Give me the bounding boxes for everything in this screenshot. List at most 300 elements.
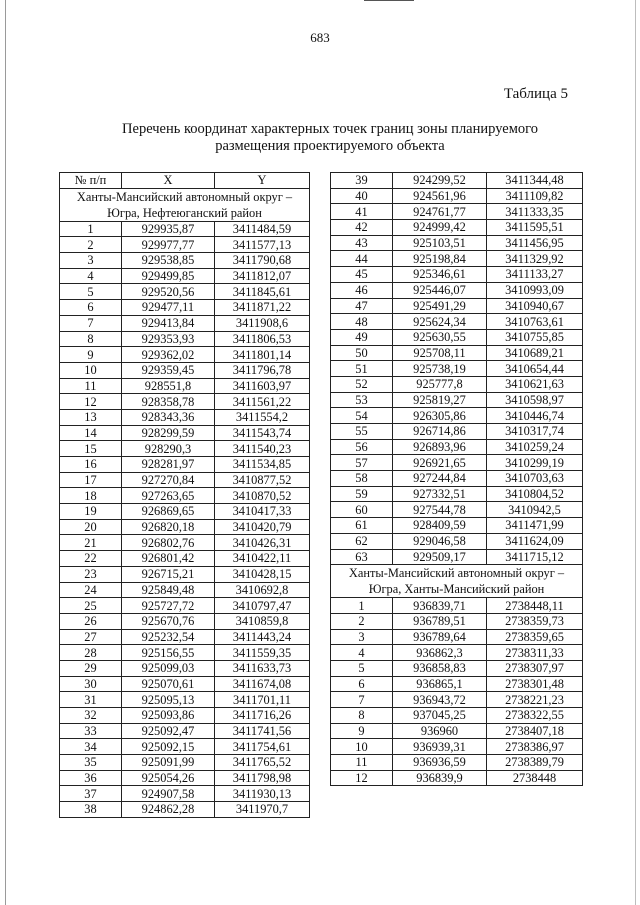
table-row bbox=[331, 424, 583, 440]
coord-y: 3410755,85 bbox=[487, 329, 583, 345]
coord-y: 3411540,23 bbox=[215, 441, 310, 457]
point-number: 41 bbox=[331, 204, 393, 220]
table-row bbox=[331, 251, 583, 267]
coord-x: 925491,29 bbox=[393, 298, 487, 314]
coord-y: 3410422,11 bbox=[215, 551, 310, 567]
coord-y: 3410299,19 bbox=[487, 455, 583, 471]
coord-y: 3410428,15 bbox=[215, 566, 310, 582]
header-x: X bbox=[122, 173, 215, 189]
point-number: 1 bbox=[60, 221, 122, 237]
point-number: 3 bbox=[331, 629, 393, 645]
point-number: 58 bbox=[331, 471, 393, 487]
point-number: 15 bbox=[60, 441, 122, 457]
coord-y: 3411790,68 bbox=[215, 253, 310, 269]
top-rule bbox=[364, 0, 414, 1]
coord-y: 3411806,53 bbox=[215, 331, 310, 347]
table-row bbox=[60, 708, 310, 724]
coord-y: 3411701,11 bbox=[215, 692, 310, 708]
header-number: № п/п bbox=[60, 173, 122, 189]
coord-x: 926893,96 bbox=[393, 439, 487, 455]
coord-x: 926802,76 bbox=[122, 535, 215, 551]
point-number: 4 bbox=[60, 268, 122, 284]
point-number: 36 bbox=[60, 770, 122, 786]
coord-y: 3410859,8 bbox=[215, 613, 310, 629]
point-number: 46 bbox=[331, 282, 393, 298]
table-label: Таблица 5 bbox=[503, 86, 568, 102]
table-row bbox=[60, 315, 310, 331]
point-number: 59 bbox=[331, 486, 393, 502]
coord-x: 925092,47 bbox=[122, 723, 215, 739]
point-number: 8 bbox=[60, 331, 122, 347]
coord-y: 3410804,52 bbox=[487, 486, 583, 502]
coord-x: 924907,58 bbox=[122, 786, 215, 802]
table-row bbox=[331, 204, 583, 220]
coord-x: 925708,11 bbox=[393, 345, 487, 361]
table-row bbox=[60, 457, 310, 473]
table-row bbox=[331, 188, 583, 204]
page-number: 683 bbox=[310, 30, 330, 45]
coord-x: 924561,96 bbox=[393, 188, 487, 204]
point-number: 3 bbox=[60, 253, 122, 269]
coord-y: 3411765,52 bbox=[215, 755, 310, 771]
coord-x: 927263,65 bbox=[122, 488, 215, 504]
table-row bbox=[331, 298, 583, 314]
coord-y: 3411561,22 bbox=[215, 394, 310, 410]
point-number: 2 bbox=[331, 613, 393, 629]
coord-y: 3411798,98 bbox=[215, 770, 310, 786]
point-number: 50 bbox=[331, 345, 393, 361]
coord-y: 3411329,92 bbox=[487, 251, 583, 267]
point-number: 57 bbox=[331, 455, 393, 471]
point-number: 60 bbox=[331, 502, 393, 518]
point-number: 9 bbox=[331, 723, 393, 739]
coord-x: 928281,97 bbox=[122, 457, 215, 473]
table-row bbox=[331, 314, 583, 330]
coord-x: 925446,07 bbox=[393, 282, 487, 298]
coord-y: 3411754,61 bbox=[215, 739, 310, 755]
coord-y: 3411133,27 bbox=[487, 267, 583, 283]
table-row bbox=[331, 676, 583, 692]
point-number: 8 bbox=[331, 708, 393, 724]
table-row bbox=[60, 692, 310, 708]
coord-x: 925346,61 bbox=[393, 267, 487, 283]
coord-x: 929477,11 bbox=[122, 300, 215, 316]
table-row bbox=[60, 566, 310, 582]
point-number: 10 bbox=[331, 739, 393, 755]
page-edge-left bbox=[5, 0, 6, 905]
point-number: 42 bbox=[331, 220, 393, 236]
point-number: 11 bbox=[331, 755, 393, 771]
point-number: 37 bbox=[60, 786, 122, 802]
coord-y: 3411716,26 bbox=[215, 708, 310, 724]
point-number: 26 bbox=[60, 613, 122, 629]
point-number: 12 bbox=[331, 770, 393, 786]
point-number: 48 bbox=[331, 314, 393, 330]
coord-y: 2738389,79 bbox=[487, 755, 583, 771]
point-number: 39 bbox=[331, 173, 393, 189]
point-number: 52 bbox=[331, 376, 393, 392]
coord-y: 3410797,47 bbox=[215, 598, 310, 614]
coord-y: 2738359,73 bbox=[487, 613, 583, 629]
table-row bbox=[60, 519, 310, 535]
point-number: 24 bbox=[60, 582, 122, 598]
coord-x: 926921,65 bbox=[393, 455, 487, 471]
table-row bbox=[60, 755, 310, 771]
coord-x: 924862,28 bbox=[122, 802, 215, 818]
coord-y: 3411871,22 bbox=[215, 300, 310, 316]
table-row bbox=[331, 598, 583, 614]
table-row bbox=[331, 471, 583, 487]
coord-x: 936936,59 bbox=[393, 755, 487, 771]
coord-x: 928343,36 bbox=[122, 409, 215, 425]
coord-x: 925777,8 bbox=[393, 376, 487, 392]
coord-x: 926714,86 bbox=[393, 424, 487, 440]
region-line-1: Ханты-Мансийский автономный округ – bbox=[348, 566, 565, 581]
coord-x: 925156,55 bbox=[122, 645, 215, 661]
coord-x: 925198,84 bbox=[393, 251, 487, 267]
table-row bbox=[60, 394, 310, 410]
coord-x: 925091,99 bbox=[122, 755, 215, 771]
coord-x: 937045,25 bbox=[393, 708, 487, 724]
coord-y: 2738301,48 bbox=[487, 676, 583, 692]
point-number: 47 bbox=[331, 298, 393, 314]
table-row bbox=[60, 441, 310, 457]
table-row bbox=[331, 220, 583, 236]
coord-y: 3411796,78 bbox=[215, 362, 310, 378]
coord-x: 929362,02 bbox=[122, 347, 215, 363]
coord-y: 2738386,97 bbox=[487, 739, 583, 755]
coord-y: 2738221,23 bbox=[487, 692, 583, 708]
coord-x: 936862,3 bbox=[393, 645, 487, 661]
table-row bbox=[331, 408, 583, 424]
coord-x: 936960 bbox=[393, 723, 487, 739]
coord-x: 926869,65 bbox=[122, 504, 215, 520]
point-number: 51 bbox=[331, 361, 393, 377]
coord-x: 936839,71 bbox=[393, 598, 487, 614]
coord-x: 925093,86 bbox=[122, 708, 215, 724]
coord-x: 929538,85 bbox=[122, 253, 215, 269]
table-row bbox=[60, 504, 310, 520]
coord-x: 924761,77 bbox=[393, 204, 487, 220]
table-row bbox=[60, 409, 310, 425]
coord-y: 3411624,09 bbox=[487, 533, 583, 549]
point-number: 31 bbox=[60, 692, 122, 708]
table-row bbox=[60, 362, 310, 378]
point-number: 7 bbox=[60, 315, 122, 331]
coord-y: 3411812,07 bbox=[215, 268, 310, 284]
header-y: Y bbox=[215, 173, 310, 189]
point-number: 5 bbox=[60, 284, 122, 300]
coord-y: 3411456,95 bbox=[487, 235, 583, 251]
coord-y: 2738448,11 bbox=[487, 598, 583, 614]
table-row bbox=[60, 676, 310, 692]
point-number: 23 bbox=[60, 566, 122, 582]
table-row bbox=[331, 692, 583, 708]
coord-x: 936858,83 bbox=[393, 660, 487, 676]
table-row bbox=[331, 486, 583, 502]
coord-y: 3411595,51 bbox=[487, 220, 583, 236]
point-number: 7 bbox=[331, 692, 393, 708]
coord-x: 927332,51 bbox=[393, 486, 487, 502]
table-row bbox=[331, 455, 583, 471]
coord-x: 929499,85 bbox=[122, 268, 215, 284]
coord-x: 936865,1 bbox=[393, 676, 487, 692]
point-number: 13 bbox=[60, 409, 122, 425]
coord-y: 3411109,82 bbox=[487, 188, 583, 204]
table-row bbox=[331, 439, 583, 455]
table-row bbox=[60, 645, 310, 661]
coord-x: 924299,52 bbox=[393, 173, 487, 189]
coord-x: 936839,9 bbox=[393, 770, 487, 786]
coord-y: 3411534,85 bbox=[215, 457, 310, 473]
coord-y: 3411443,24 bbox=[215, 629, 310, 645]
table-row bbox=[331, 533, 583, 549]
coord-y: 3411715,12 bbox=[487, 549, 583, 565]
coord-y: 3411559,35 bbox=[215, 645, 310, 661]
point-number: 10 bbox=[60, 362, 122, 378]
table-row bbox=[60, 331, 310, 347]
coord-y: 2738448 bbox=[487, 770, 583, 786]
table-row bbox=[331, 376, 583, 392]
point-number: 34 bbox=[60, 739, 122, 755]
coord-x: 929520,56 bbox=[122, 284, 215, 300]
table-row bbox=[60, 472, 310, 488]
point-number: 45 bbox=[331, 267, 393, 283]
table-row bbox=[331, 723, 583, 739]
table-row bbox=[60, 535, 310, 551]
coord-y: 3410692,8 bbox=[215, 582, 310, 598]
table-row bbox=[331, 361, 583, 377]
coord-x: 936939,31 bbox=[393, 739, 487, 755]
table-row bbox=[331, 329, 583, 345]
coord-y: 3411577,13 bbox=[215, 237, 310, 253]
coord-y: 3411801,14 bbox=[215, 347, 310, 363]
coord-y: 3410654,44 bbox=[487, 361, 583, 377]
coord-x: 928358,78 bbox=[122, 394, 215, 410]
coord-x: 928409,59 bbox=[393, 518, 487, 534]
table-row bbox=[60, 582, 310, 598]
region-row bbox=[331, 565, 583, 598]
point-number: 6 bbox=[60, 300, 122, 316]
point-number: 63 bbox=[331, 549, 393, 565]
point-number: 16 bbox=[60, 457, 122, 473]
coord-y: 3411344,48 bbox=[487, 173, 583, 189]
table-row bbox=[331, 502, 583, 518]
point-number: 12 bbox=[60, 394, 122, 410]
coord-y: 3411554,2 bbox=[215, 409, 310, 425]
coord-y: 2738307,97 bbox=[487, 660, 583, 676]
table-row bbox=[60, 739, 310, 755]
coord-x: 936789,51 bbox=[393, 613, 487, 629]
table-row bbox=[60, 253, 310, 269]
title-line-1: Перечень координат характерных точек границ зоны планируемого bbox=[122, 121, 538, 137]
table-row bbox=[331, 660, 583, 676]
table-row bbox=[60, 629, 310, 645]
point-number: 29 bbox=[60, 660, 122, 676]
coord-y: 3410259,24 bbox=[487, 439, 583, 455]
coord-x: 929935,87 bbox=[122, 221, 215, 237]
coord-x: 929977,77 bbox=[122, 237, 215, 253]
coord-y: 3410317,74 bbox=[487, 424, 583, 440]
coord-x: 925103,51 bbox=[393, 235, 487, 251]
coord-y: 3411333,35 bbox=[487, 204, 583, 220]
point-number: 21 bbox=[60, 535, 122, 551]
table-row bbox=[331, 613, 583, 629]
point-number: 18 bbox=[60, 488, 122, 504]
point-number: 22 bbox=[60, 551, 122, 567]
coord-x: 928290,3 bbox=[122, 441, 215, 457]
coord-x: 925630,55 bbox=[393, 329, 487, 345]
table-row bbox=[331, 282, 583, 298]
coord-x: 925232,54 bbox=[122, 629, 215, 645]
coord-y: 3411603,97 bbox=[215, 378, 310, 394]
point-number: 17 bbox=[60, 472, 122, 488]
coord-x: 929046,58 bbox=[393, 533, 487, 549]
coord-y: 3411674,08 bbox=[215, 676, 310, 692]
point-number: 1 bbox=[331, 598, 393, 614]
coord-x: 929413,84 bbox=[122, 315, 215, 331]
table-row bbox=[60, 488, 310, 504]
table-row bbox=[331, 708, 583, 724]
coord-y: 3410940,67 bbox=[487, 298, 583, 314]
page-edge-right bbox=[635, 0, 636, 905]
coord-y: 3411741,56 bbox=[215, 723, 310, 739]
point-number: 40 bbox=[331, 188, 393, 204]
table-row bbox=[60, 268, 310, 284]
point-number: 49 bbox=[331, 329, 393, 345]
table-row bbox=[60, 378, 310, 394]
point-number: 32 bbox=[60, 708, 122, 724]
region-line-1: Ханты-Мансийский автономный округ – bbox=[76, 189, 293, 204]
coord-x: 925092,15 bbox=[122, 739, 215, 755]
table-row bbox=[331, 235, 583, 251]
point-number: 11 bbox=[60, 378, 122, 394]
point-number: 30 bbox=[60, 676, 122, 692]
coord-x: 925054,26 bbox=[122, 770, 215, 786]
coord-x: 926715,21 bbox=[122, 566, 215, 582]
coord-y: 3410689,21 bbox=[487, 345, 583, 361]
point-number: 35 bbox=[60, 755, 122, 771]
point-number: 33 bbox=[60, 723, 122, 739]
table-row bbox=[60, 770, 310, 786]
point-number: 20 bbox=[60, 519, 122, 535]
table-row bbox=[60, 237, 310, 253]
coord-y: 3410703,63 bbox=[487, 471, 583, 487]
coord-y: 3411970,7 bbox=[215, 802, 310, 818]
coord-y: 3411471,99 bbox=[487, 518, 583, 534]
table-row bbox=[60, 425, 310, 441]
point-number: 6 bbox=[331, 676, 393, 692]
coord-y: 3411633,73 bbox=[215, 660, 310, 676]
table-row bbox=[331, 267, 583, 283]
table-row bbox=[60, 786, 310, 802]
table-row bbox=[60, 284, 310, 300]
coord-x: 925849,48 bbox=[122, 582, 215, 598]
coordinates-table-right bbox=[330, 172, 583, 786]
point-number: 43 bbox=[331, 235, 393, 251]
coord-x: 925738,19 bbox=[393, 361, 487, 377]
table-row bbox=[331, 645, 583, 661]
point-number: 9 bbox=[60, 347, 122, 363]
coord-y: 2738359,65 bbox=[487, 629, 583, 645]
point-number: 19 bbox=[60, 504, 122, 520]
table-header-row bbox=[60, 173, 310, 189]
region-row bbox=[60, 188, 310, 221]
point-number: 61 bbox=[331, 518, 393, 534]
coord-y: 3410870,52 bbox=[215, 488, 310, 504]
table-row bbox=[60, 347, 310, 363]
table-row bbox=[331, 739, 583, 755]
point-number: 55 bbox=[331, 424, 393, 440]
table-row bbox=[331, 173, 583, 189]
table-row bbox=[60, 802, 310, 818]
coord-y: 3410993,09 bbox=[487, 282, 583, 298]
coord-y: 2738407,18 bbox=[487, 723, 583, 739]
coord-x: 936789,64 bbox=[393, 629, 487, 645]
table-row bbox=[331, 392, 583, 408]
table-row bbox=[60, 300, 310, 316]
coord-x: 936943,72 bbox=[393, 692, 487, 708]
coord-y: 3410942,5 bbox=[487, 502, 583, 518]
coord-x: 927244,84 bbox=[393, 471, 487, 487]
point-number: 4 bbox=[331, 645, 393, 661]
coord-y: 3410446,74 bbox=[487, 408, 583, 424]
coord-x: 924999,42 bbox=[393, 220, 487, 236]
table-row bbox=[60, 551, 310, 567]
coord-x: 926820,18 bbox=[122, 519, 215, 535]
coord-y: 3410877,52 bbox=[215, 472, 310, 488]
table-row bbox=[331, 518, 583, 534]
table-row bbox=[60, 598, 310, 614]
coord-y: 3410598,97 bbox=[487, 392, 583, 408]
coord-y: 3411908,6 bbox=[215, 315, 310, 331]
table-row bbox=[60, 221, 310, 237]
table-row bbox=[331, 549, 583, 565]
coord-y: 3410426,31 bbox=[215, 535, 310, 551]
coord-x: 927544,78 bbox=[393, 502, 487, 518]
coord-x: 925095,13 bbox=[122, 692, 215, 708]
point-number: 25 bbox=[60, 598, 122, 614]
document-title bbox=[60, 121, 600, 155]
coord-y: 3411930,13 bbox=[215, 786, 310, 802]
point-number: 14 bbox=[60, 425, 122, 441]
coord-x: 926305,86 bbox=[393, 408, 487, 424]
point-number: 53 bbox=[331, 392, 393, 408]
title-line-2: размещения проектируемого объекта bbox=[215, 138, 445, 154]
point-number: 62 bbox=[331, 533, 393, 549]
coord-y: 2738322,55 bbox=[487, 708, 583, 724]
coord-y: 2738311,33 bbox=[487, 645, 583, 661]
coord-y: 3410621,63 bbox=[487, 376, 583, 392]
point-number: 28 bbox=[60, 645, 122, 661]
region-name bbox=[331, 565, 583, 598]
table-row bbox=[60, 723, 310, 739]
table-row bbox=[331, 770, 583, 786]
point-number: 56 bbox=[331, 439, 393, 455]
coord-x: 925727,72 bbox=[122, 598, 215, 614]
coord-x: 928299,59 bbox=[122, 425, 215, 441]
coord-y: 3411484,59 bbox=[215, 221, 310, 237]
coord-x: 928551,8 bbox=[122, 378, 215, 394]
table-row bbox=[331, 629, 583, 645]
region-line-2: Югра, Ханты-Мансийский район bbox=[368, 582, 545, 597]
coord-x: 929353,93 bbox=[122, 331, 215, 347]
point-number: 44 bbox=[331, 251, 393, 267]
region-line-2: Югра, Нефтеюганский район bbox=[107, 205, 262, 220]
coord-x: 926801,42 bbox=[122, 551, 215, 567]
coord-x: 927270,84 bbox=[122, 472, 215, 488]
point-number: 2 bbox=[60, 237, 122, 253]
